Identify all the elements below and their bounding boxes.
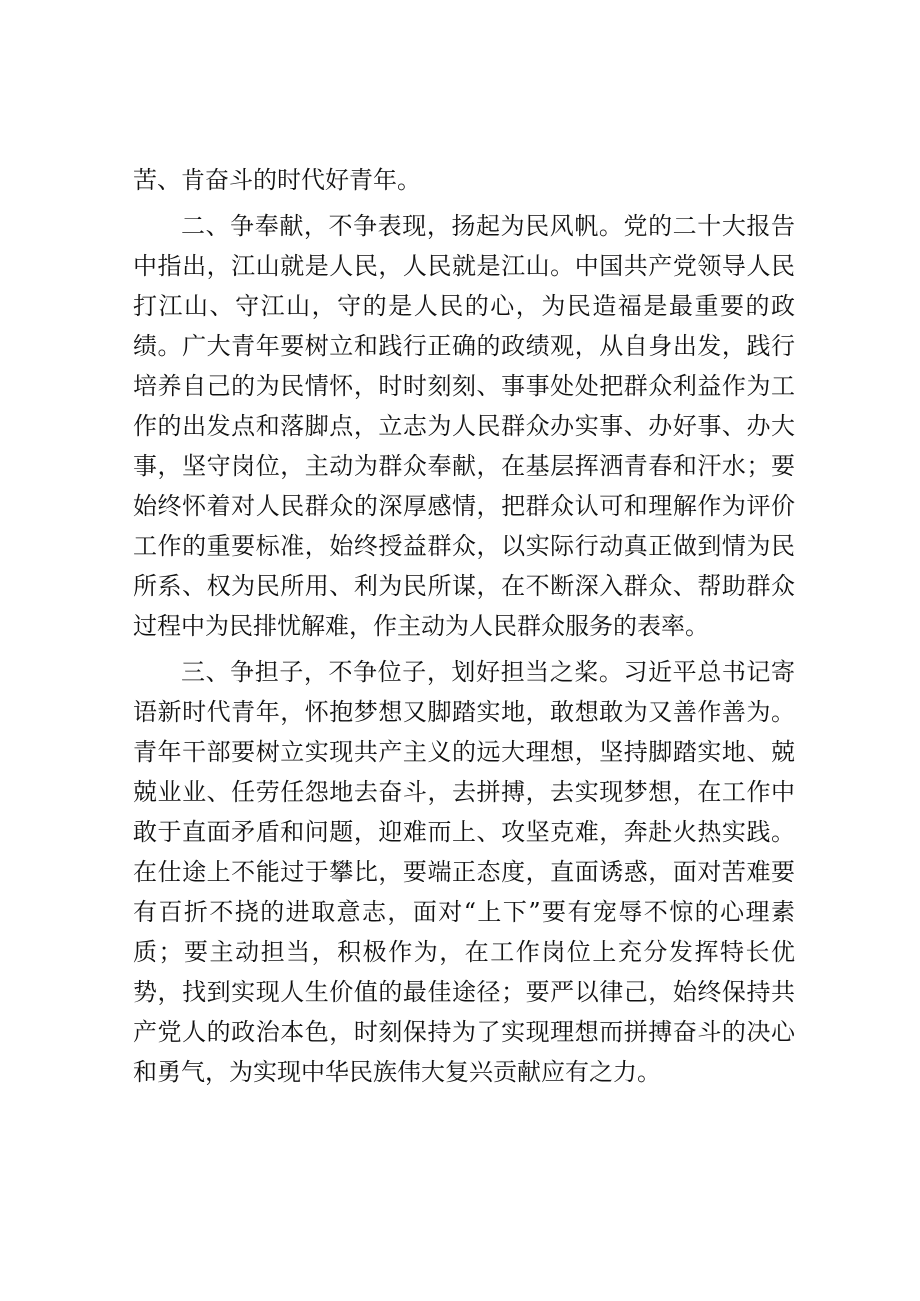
paragraph-continuation: 苦、肯奋斗的时代好青年。 — [133, 166, 421, 194]
document-body — [133, 160, 795, 1092]
paragraph-section-three: 三、争担子，不争位子，划好担当之桨。习近平总书记寄语新时代青年，怀抱梦想又脚踏实地，敢想敢为又善作善为。青年干部要树立实现共产主义的远大理想，坚持脚踏实地、兢兢业业、任劳任怨地去奋斗，去拼搏，去实现梦想，在工作中敢于直面矛盾和问题，迎难而上、攻坚克难，奔赴火热实践。在仕途上不能过于攀比，要端正态度，直面诱惑，面对苦难要有百折不挠的进取意志，面对“上下”要有宠辱不惊的心理素质；要主动担当，积极作为，在工作岗位上充分发挥特长优势，找到实现人生价值的最佳途径；要严以律己，始终保持共产党人的政治本色，时刻保持为了实现理想而拼搏奋斗的决心和勇气，为实现中华民族伟大复兴贡献应有之力。 — [133, 658, 795, 1086]
paragraph-section-two: 二、争奉献，不争表现，扬起为民风帆。党的二十大报告中指出，江山就是人民，人民就是江山。中国共产党领导人民打江山、守江山，守的是人民的心，为民造福是最重要的政绩。广大青年要树立和践行正确的政绩观，从自身出发，践行培养自己的为民情怀，时时刻刻、事事处处把群众利益作为工作的出发点和落脚点，立志为人民群众办实事、办好事、办大事，坚守岗位，主动为群众奉献，在基层挥洒青春和汗水；要始终怀着对人民群众的深厚感情，把群众认可和理解作为评价工作的重要标准，始终授益群众，以实际行动真正做到情为民所系、权为民所用、利为民所谋，在不断深入群众、帮助群众过程中为民排忧解难，作主动为人民群众服务的表率。 — [133, 212, 795, 640]
